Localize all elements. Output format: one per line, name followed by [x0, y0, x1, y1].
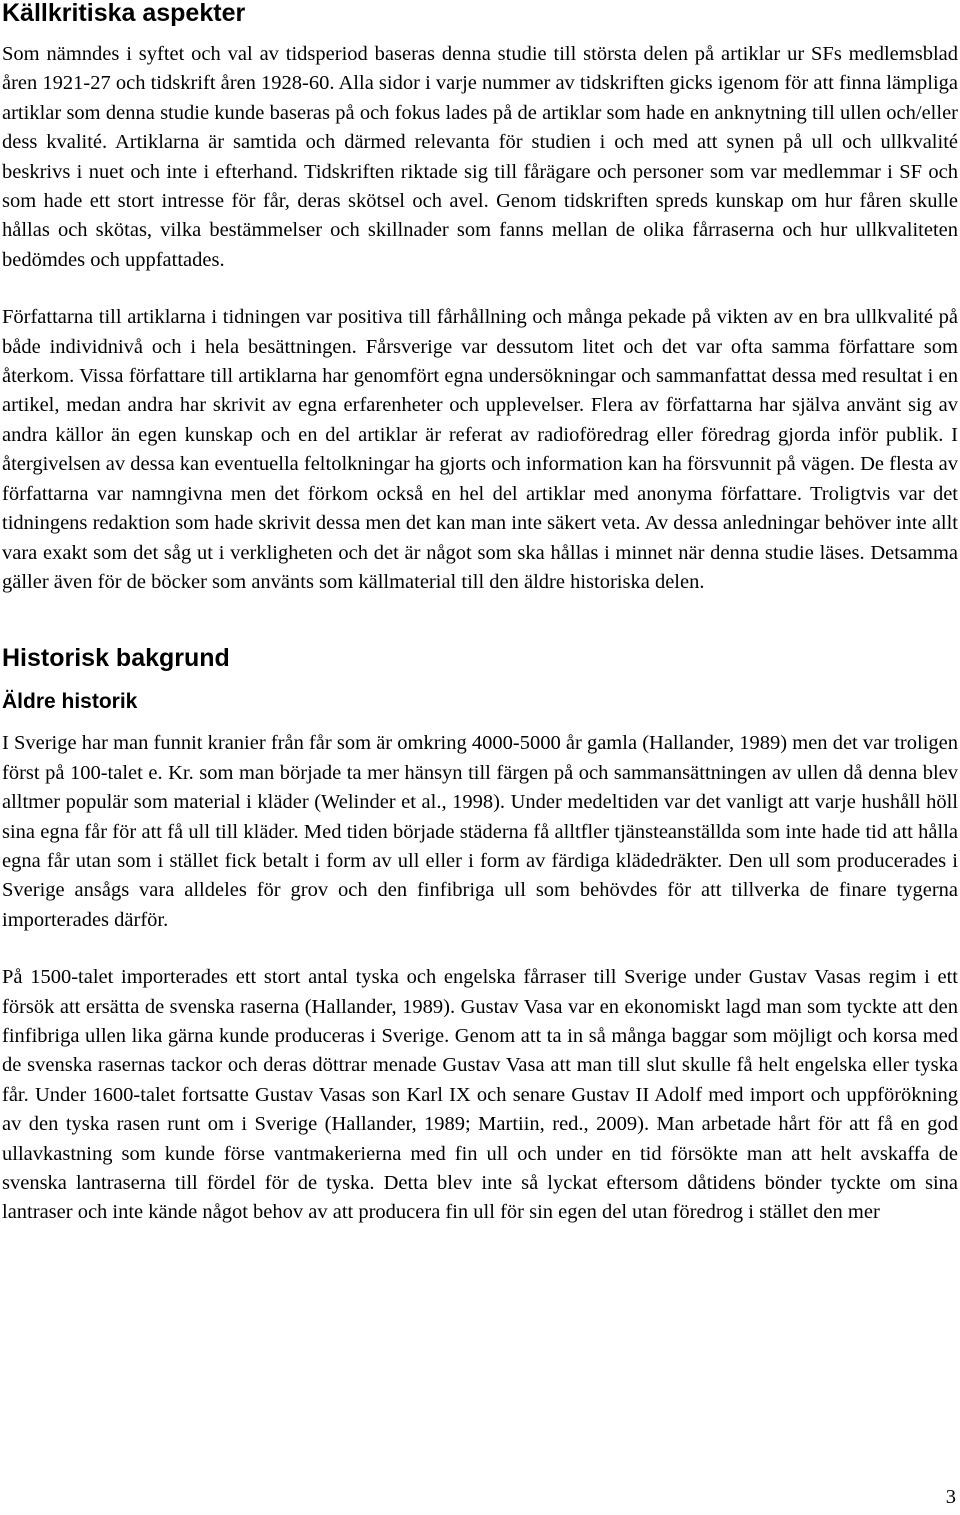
section-heading-kallkritik: Källkritiska aspekter [2, 0, 246, 27]
paragraph-historik-2: På 1500-talet importerades ett stort antal tyska och engelska fårraser till Sverige under Gustav Vasas regim i ett försök att ersätta de svenska raserna (Hallander, 1989). Gustav Vasa var en ekonomiskt lagd man som tyckte att den finfibriga ullen lika gärna kunde produceras i Sverige. Genom att ta in så många baggar som möjligt och korsa med de svenska rasernas tackor och deras döttrar menade Gustav Vasa att man till slut skulle få helt engelska eller tyska får. Under 1600-talet fortsatte Gustav Vasas son Karl IX och senare Gustav II Adolf med import och uppförökning av den tyska rasen runt om i Sverige (Hallander, 1989; Martiin, red., 2009). Man arbetade hårt för att få en god ullavkastning som kunde förse vantmakerierna med fin ull och under en tid försökte man att helt avskaffa de svenska lantraserna till fördel för de tyska. Detta blev inte så lyckat eftersom dåtidens bönder tyckte om sina lantraser och inte kände något behov av att producera fin ull för sin egen del utan föredrog i stället den mer [2, 966, 958, 1224]
paragraph-historik-1: I Sverige har man funnit kranier från får som är omkring 4000-5000 år gamla (Hallander, 1989) men det var troligen först på 100-talet e. Kr. som man började ta mer hänsyn till färgen på och sammansättningen av ullen då denna blev alltmer populär som material i kläder (Welinder et al., 1998). Under medeltiden var det vanligt att varje hushåll höll sina egna får för att få ull till kläder. Med tiden började städerna få alltfler tjänsteanställda som inte hade tid att hålla egna får utan som i stället fick betalt i form av ull eller i form av färdiga klädedräkter. Den ull som producerades i Sverige ansågs vara alldeles för grov och den finfibriga ull som behövdes för att tillverka de finare tygerna importerades därför. [2, 732, 958, 931]
page-number: 3 [945, 1486, 956, 1508]
paragraph-kallkritik-1: Som nämndes i syftet och val av tidsperiod baseras denna studie till största delen på artiklar ur SFs medlemsblad åren 1921-27 och tidskrift åren 1928-60. Alla sidor i varje nummer av tidskriften gicks igenom för att finna lämpliga artiklar som denna studie kunde baseras på och fokus lades på de artiklar som hade en anknytning till ullen och/eller dess kvalité. Artiklarna är samtida och därmed relevanta för studien i och med att synen på ull och ullkvalité beskrivs i nuet och inte i efterhand. Tidskriften riktade sig till fårägare och personer som var medlemmar i SF och som hade ett stort intresse för får, deras skötsel och avel. Genom tidskriften spreds kunskap om hur fåren skulle hållas och skötas, vilka bestämmelser och skillnader som fanns mellan de olika fårraserna och hur ullkvaliteten bedömdes och uppfattades. [2, 43, 958, 271]
section-heading-historisk: Historisk bakgrund [2, 644, 230, 673]
paragraph-kallkritik-2: Författarna till artiklarna i tidningen var positiva till fårhållning och många pekade på vikten av en bra ullkvalité på både individnivå och i hela besättningen. Fårsverige var dessutom litet och det var ofta samma författare som återkom. Vissa författare till artiklarna har genomfört egna undersökningar och sammanfattat dessa med resultat i en artikel, medan andra har skrivit av egna erfarenheter och upplevelser. Flera av författarna har själva använt sig av andra källor än egen kunskap och en del artiklar är referat av radioföredrag eller föredrag gjorda inför publik. I återgivelsen av dessa kan eventuella feltolkningar ha gjorts och information kan ha försvunnit på vägen. De flesta av författarna var namngivna men det förkom också en hel del artiklar med anonyma författare. Troligtvis var det tidningens redaktion som hade skrivit dessa men det kan man inte säkert veta. Av dessa anledningar behöver inte allt vara exakt som det såg ut i verkligheten och det är något som ska hållas i minnet när denna studie läses. Detsamma gäller även för de böcker som använts som källmaterial till den äldre historiska delen. [2, 306, 958, 593]
subsection-heading-aldre-historik: Äldre historik [2, 690, 138, 714]
